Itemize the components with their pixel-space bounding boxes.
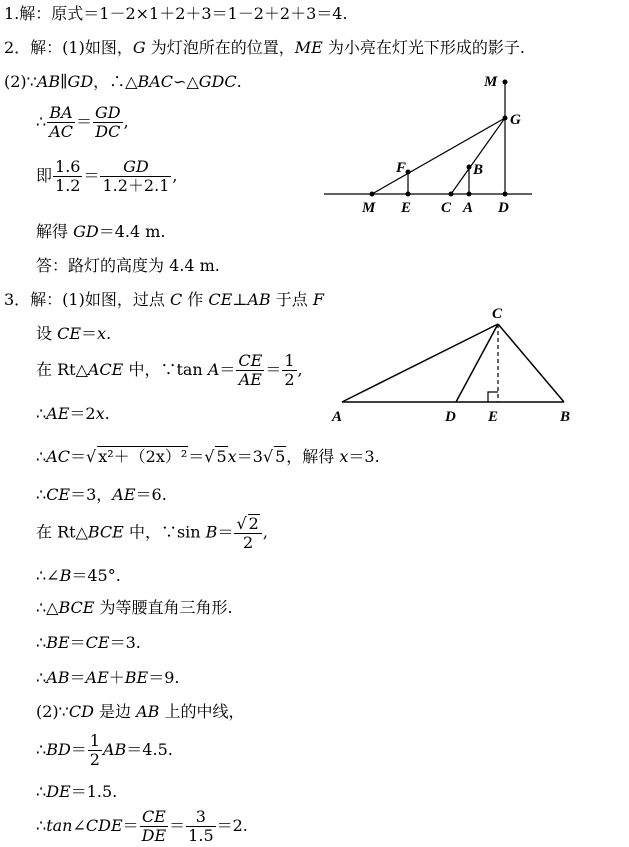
label-f: F [396, 160, 407, 176]
text: ∴ [36, 668, 47, 687]
numerator: BA [47, 104, 75, 123]
point-d [503, 192, 508, 197]
text: , [297, 360, 303, 379]
var: CD [68, 702, 94, 721]
fraction [234, 514, 261, 552]
text: ＝ [265, 360, 282, 379]
label-g: G [510, 112, 521, 128]
line-9 [36, 324, 111, 344]
numerator: 1 [284, 351, 295, 370]
text: ∴△ [36, 598, 59, 617]
var: B [59, 566, 72, 585]
text: 解得 [36, 222, 74, 241]
text: ∴∠ [36, 566, 60, 585]
var: BE [124, 668, 149, 687]
var: x [95, 404, 105, 423]
text: ＝3. [109, 633, 141, 652]
line-1 [4, 4, 348, 24]
text: 为等腰直角三角形. [94, 598, 233, 617]
text: 于点 [270, 290, 313, 309]
line-6 [36, 222, 166, 242]
text: 中，∵tan [123, 360, 208, 379]
fraction [93, 104, 123, 141]
text: ＝4.4 m. [98, 222, 166, 241]
var: B [205, 522, 218, 542]
var: AB [247, 290, 271, 309]
var: C [169, 290, 183, 309]
line-3 [4, 72, 242, 92]
text: ＝ [217, 522, 234, 542]
var: CE [57, 324, 82, 343]
text: ＝4.5. [126, 740, 173, 759]
text: ＝9. [148, 668, 180, 687]
text: ＝ [70, 740, 87, 759]
line-22 [36, 808, 248, 845]
text: . [106, 324, 112, 343]
text: 在 Rt△ [36, 360, 88, 379]
label-c: C [441, 200, 452, 216]
line-5 [36, 158, 177, 195]
text: ＝ [69, 633, 86, 652]
text: 答：路灯的高度为 4.4 m. [36, 256, 220, 275]
label-m-top: M [484, 74, 498, 90]
text: ＝1.5. [70, 782, 118, 801]
line-13 [36, 485, 167, 505]
text: . [236, 72, 242, 91]
text: ∴ [36, 112, 47, 131]
text: ＝ [69, 447, 86, 466]
point-e [406, 192, 411, 197]
text: , [262, 522, 268, 542]
text: 为灯泡所在的位置， [145, 38, 295, 57]
median-cd [456, 324, 498, 402]
var: CE [46, 485, 71, 504]
text: ＝ [83, 166, 100, 185]
line-21 [36, 782, 117, 802]
text: ＝ [219, 360, 236, 379]
var: A [207, 360, 220, 379]
text: 3．解：(1)如图，过点 [4, 290, 170, 309]
var: GDC [198, 72, 237, 91]
denominator: DE [141, 826, 167, 845]
denominator: 2 [89, 750, 100, 769]
line-14 [36, 514, 268, 552]
text: ＝ [69, 668, 86, 687]
line-20 [36, 732, 173, 769]
numerator: GD [100, 158, 171, 177]
var: AE [112, 485, 136, 504]
fraction [140, 808, 169, 845]
fraction [53, 158, 82, 195]
point-f [406, 170, 411, 175]
radicand: 5 [275, 447, 286, 466]
var: x [227, 447, 237, 466]
numerator: CE [140, 808, 169, 827]
line-4 [36, 104, 129, 141]
text: (2)∵ [36, 702, 69, 721]
label-d: D [445, 409, 456, 425]
var: x [339, 447, 349, 466]
side-cb [498, 324, 564, 402]
text: . [104, 404, 110, 423]
text: 为小亮在灯光下形成的影子. [322, 38, 525, 57]
fraction [282, 352, 296, 389]
side-ac [342, 324, 498, 402]
var: tan∠CDE [46, 816, 123, 835]
line-12: ∴AC＝√ x²＋（2x）²＝√ 5x＝3√ 5，解得 x＝3. [36, 447, 380, 466]
var: BAC [137, 72, 174, 91]
text: ⊥ [232, 290, 248, 309]
denominator: AE [238, 370, 262, 389]
text: ，解得 [286, 447, 340, 466]
label-b: B [473, 162, 484, 178]
var: AE [85, 668, 109, 687]
text: , [172, 166, 178, 185]
text: ∴ [36, 447, 47, 466]
numerator: GD [95, 103, 121, 122]
label-m: M [362, 200, 376, 216]
numerator: √ 2 [234, 514, 261, 534]
text: ＝3， [70, 485, 113, 504]
figure-street-lamp [318, 66, 538, 218]
denominator: DC [95, 122, 121, 141]
text: ∴ [36, 816, 47, 835]
text: (2)∵ [4, 72, 37, 91]
text: ＝ [122, 816, 139, 835]
figure-triangle [326, 300, 586, 428]
label-b: B [560, 409, 571, 425]
light-ray [372, 118, 505, 194]
text: ＝ [169, 816, 186, 835]
line-17 [36, 633, 141, 653]
point-m-top [503, 80, 508, 85]
text: ＝ [75, 112, 92, 131]
point-a [467, 192, 472, 197]
var: AE [46, 404, 70, 423]
fraction [47, 104, 75, 141]
numerator: 1 [89, 731, 100, 750]
radicand: x²＋（2x）² [98, 447, 188, 466]
label-e: E [401, 200, 412, 216]
text: ∽△ [173, 72, 199, 91]
line-11 [36, 404, 110, 424]
text: 设 [36, 324, 58, 343]
fraction [186, 808, 215, 845]
var: G [132, 38, 146, 57]
point-g [503, 116, 508, 121]
var: ME [294, 38, 323, 57]
text: 上的中线， [159, 702, 245, 721]
denominator: 1.2＋2.1 [102, 176, 170, 195]
text: 中，∵sin [123, 522, 206, 542]
var: AC [46, 447, 70, 466]
var: CE [208, 290, 233, 309]
label-d: D [498, 200, 509, 216]
text: , [123, 112, 129, 131]
var: x [97, 324, 107, 343]
numerator: 1.6 [55, 157, 81, 176]
right-angle-mark [488, 392, 498, 402]
text: ∴ [36, 404, 47, 423]
var: BCE [87, 522, 124, 542]
label-a: A [463, 200, 474, 216]
fraction [88, 732, 102, 769]
line-10 [36, 352, 303, 389]
denominator: 2 [284, 370, 295, 389]
text: ＝ [188, 447, 205, 466]
text: 2．解：(1)如图， [4, 38, 133, 57]
text: 作 [182, 290, 209, 309]
fraction [236, 352, 264, 389]
var: AB [102, 740, 127, 759]
text: 是边 [93, 702, 137, 721]
line-7 [36, 256, 220, 276]
denominator: 1.2 [55, 176, 81, 195]
numerator: 3 [186, 808, 215, 827]
segment-cg [451, 118, 505, 194]
text: ＝2 [69, 404, 96, 423]
var: GD [73, 222, 99, 241]
point-b [467, 165, 472, 170]
var: AB [136, 702, 160, 721]
denominator: AC [49, 122, 73, 141]
text: ∴ [36, 485, 47, 504]
radicand: 2 [248, 514, 259, 533]
var: BE [46, 633, 70, 652]
text: ＝6. [135, 485, 167, 504]
line-19 [36, 702, 245, 722]
fraction [100, 158, 171, 195]
text: ＝3. [348, 447, 380, 466]
var: BCE [58, 598, 95, 617]
line-2 [4, 38, 525, 58]
text: ＝2. [216, 816, 248, 835]
text: 即 [36, 166, 53, 185]
label-e: E [488, 409, 499, 425]
line-16 [36, 598, 233, 618]
line-8 [4, 290, 324, 310]
radicand: 5 [216, 447, 227, 466]
text: ∴ [36, 740, 47, 759]
var: CE [85, 633, 110, 652]
text: 1.解：原式＝1－2×1＋2＋3＝1－2＋2＋3＝4. [4, 4, 348, 23]
denominator: 1.5 [188, 826, 214, 845]
var: AB∥GD [36, 72, 94, 91]
line-15 [36, 566, 121, 586]
text: 在 Rt△ [36, 522, 88, 542]
text: ，∴△ [93, 72, 138, 91]
var: AB [46, 668, 70, 687]
line-18 [36, 668, 179, 688]
var: BD [46, 740, 71, 759]
numerator: CE [238, 351, 263, 370]
var: F [312, 290, 324, 309]
label-a: A [332, 409, 343, 425]
label-c: C [492, 306, 503, 322]
var: DE [46, 782, 71, 801]
text: ＝45°. [71, 566, 121, 585]
point-m [370, 192, 375, 197]
denominator: 2 [243, 533, 254, 552]
text: ＝ [81, 324, 98, 343]
text: ＋ [108, 668, 125, 687]
text: ＝3 [236, 447, 263, 466]
var: ACE [87, 360, 124, 379]
point-c [449, 192, 454, 197]
text: ∴ [36, 633, 47, 652]
text: ∴ [36, 782, 47, 801]
